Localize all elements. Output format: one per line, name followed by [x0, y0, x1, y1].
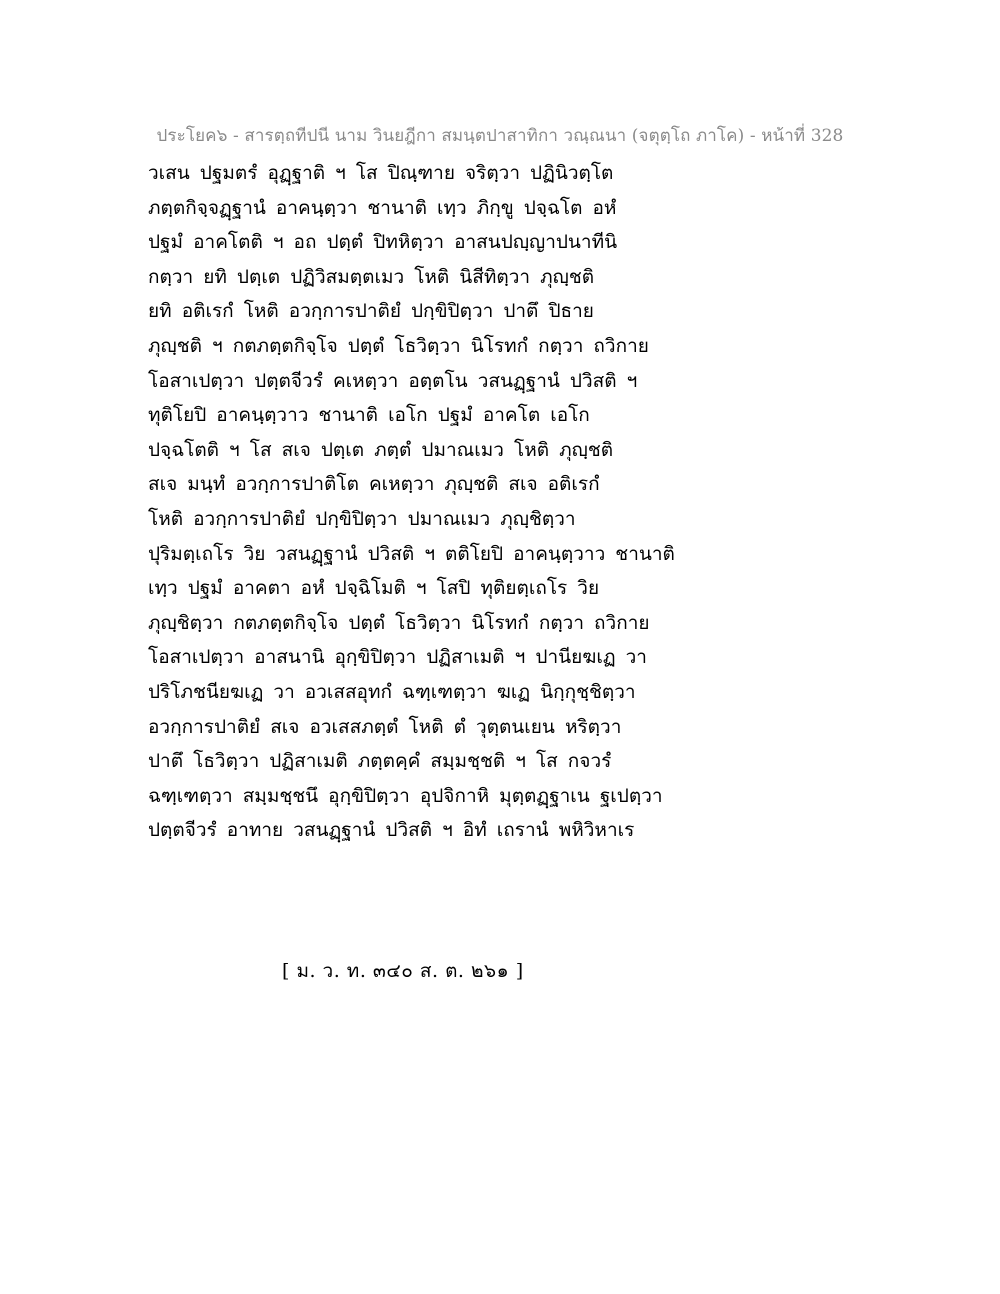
text-line: ภตฺตกิจฺจฏฺฐานํ อาคนฺตฺวา ชานาติ เทฺว ภิกฺขู ปจฺฉโต อหํ [148, 196, 617, 219]
text-line: ปฐมํ อาคโตติ ฯ อถ ปตฺตํ ปิทหิตฺวา อาสนปญฺญาปนาทีนิ [148, 231, 618, 254]
text-line: อวกฺการปาติยํ สเจ อวเสสภตฺตํ โหติ ตํ วุตฺตนเยน หริตฺวา [148, 715, 622, 738]
text-line: โหติ อวกฺการปาติยํ ปกฺขิปิตฺวา ปมาณเมว ภุญฺชิตฺวา [148, 507, 576, 530]
text-line: ปตฺตจีวรํ อาทาย วสนฏฺฐานํ ปวิสติ ฯ อิทํ เถรานํ พหิวิหาเร [148, 819, 635, 842]
text-line: ทุติโยปิ อาคนฺตฺวาว ชานาติ เอโก ปฐมํ อาคโต เอโก [148, 404, 590, 427]
text-line: ยทิ อติเรกํ โหติ อวกฺการปาติยํ ปกฺขิปิตฺวา ปาตึ ปิธาย [148, 300, 594, 323]
text-line: โอสาเปตฺวา ปตฺตจีวรํ คเหตฺวา อตฺตโน วสนฏฺฐานํ ปวิสติ ฯ [148, 369, 638, 392]
text-line: ฉฑฺเฑตฺวา สมฺมชฺชนึ อุกฺขิปิตฺวา อุปจิกาหิ มุตฺตฏฺฐาเน ฐเปตฺวา [148, 784, 663, 807]
text-line: สเจ มนฺทํ อวกฺการปาติโต คเหตฺวา ภุญฺชติ สเจ อติเรกํ [148, 473, 600, 496]
text-line: ปุริมตฺเถโร วิย วสนฏฺฐานํ ปวิสติ ฯ ตติโยปิ อาคนฺตฺวาว ชานาติ [148, 542, 675, 565]
text-line: ปริโภชนียฆเฏ วา อวเสสอุทกํ ฉฑฺเฑตฺวา ฆเฏ นิกฺกุชฺชิตฺวา [148, 680, 636, 703]
reference-citation: [ ม. ว. ท. ๓๔๐ ส. ต. ๒๖๑ ] [282, 960, 524, 982]
text-line: วเสน ปฐมตรํ อุฏฺฐาติ ฯ โส ปิณฺฑาย จริตฺวา ปฏินิวตฺโต [148, 162, 614, 184]
page-header: ประโยค๖ - สารตฺถทีปนี นาม วินยฎีกา สมนฺตปาสาทิกา วณฺณนา (จตุตฺโถ ภาโค) - หน้าที่ 328 [156, 126, 844, 146]
text-line: ปจฺฉโตติ ฯ โส สเจ ปตฺเต ภตฺตํ ปมาณเมว โหติ ภุญฺชติ [148, 438, 614, 461]
text-line: ภุญฺชิตฺวา กตภตฺตกิจฺโจ ปตฺตํ โธวิตฺวา นิโรทกํ กตฺวา ถวิกาย [148, 611, 650, 634]
text-line: โอสาเปตฺวา อาสนานิ อุกฺขิปิตฺวา ปฏิสาเมติ ฯ ปานียฆเฏ วา [148, 646, 647, 669]
text-line: เทฺว ปฐมํ อาคตา อหํ ปจฺฉิโมติ ฯ โสปิ ทุติยตฺเถโร วิย [148, 577, 600, 600]
text-line: ภุญฺชติ ฯ กตภตฺตกิจฺโจ ปตฺตํ โธวิตฺวา นิโรทกํ กตฺวา ถวิกาย [148, 334, 649, 357]
body-text [148, 156, 708, 848]
text-line: ปาตึ โธวิตฺวา ปฏิสาเมติ ภตฺตคฺคํ สมฺมชฺชติ ฯ โส กจวรํ [148, 750, 612, 773]
text-line: กตฺวา ยทิ ปตฺเต ปฏิวิสมตฺตเมว โหติ นิสีทิตฺวา ภุญฺชติ [148, 265, 595, 288]
